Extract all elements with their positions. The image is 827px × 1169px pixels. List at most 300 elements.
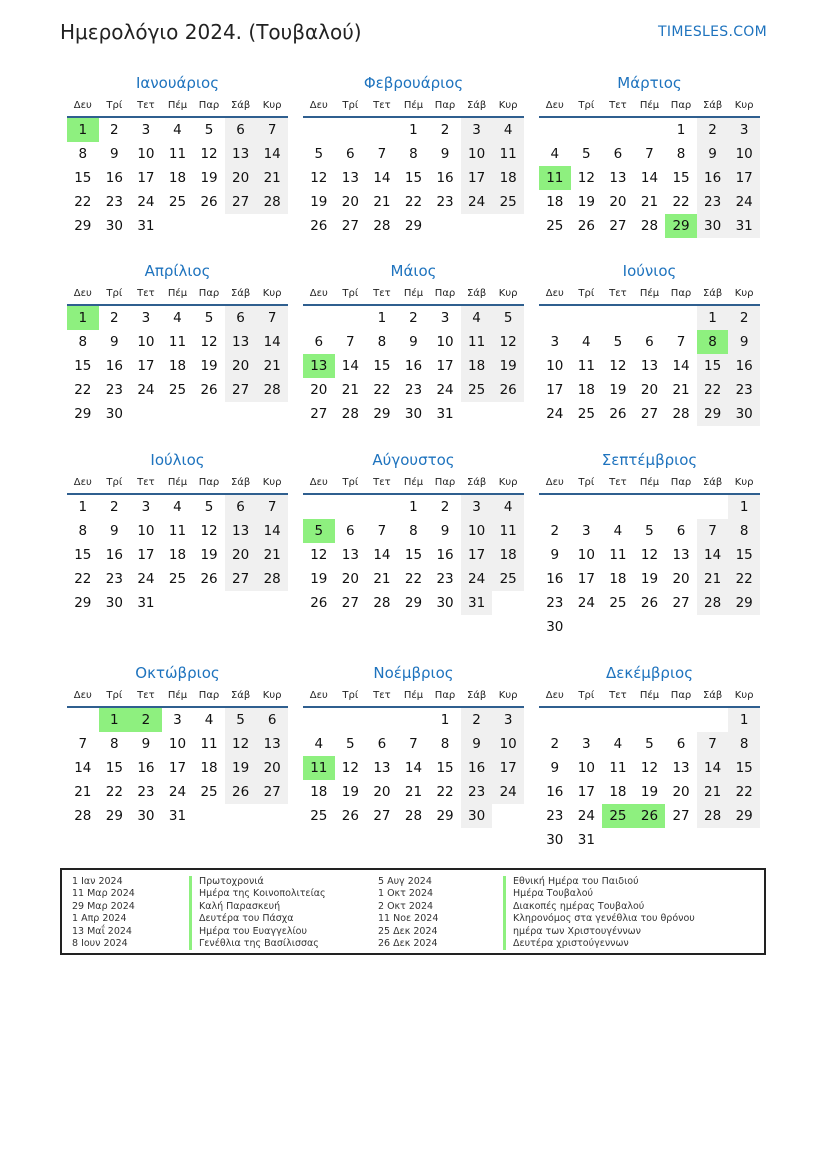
legend-dates-col-1	[72, 876, 135, 950]
day-cell: 14	[697, 756, 729, 780]
day-cell: 11	[609, 547, 627, 563]
day-cell: 16	[697, 166, 729, 190]
day-grid	[539, 708, 760, 852]
day-cell: 15	[74, 170, 92, 186]
day-cell: 20	[225, 166, 257, 190]
day-grid	[67, 495, 288, 615]
day-cell: 19	[341, 784, 359, 800]
day-cell: 22	[728, 567, 760, 591]
day-cell: 12	[310, 547, 328, 563]
day-cell: 12	[341, 760, 359, 776]
weekday-label: Τρί	[342, 100, 359, 111]
weekday-header	[67, 284, 288, 306]
weekday-label: Παρ	[670, 690, 692, 701]
weekday-header	[539, 473, 760, 495]
legend-holiday-name: Δευτέρα χριστούγεννων	[503, 938, 695, 950]
day-cell: 6	[613, 146, 623, 162]
day-cell: 18	[461, 354, 493, 378]
day-cell: 17	[546, 382, 564, 398]
day-cell: 7	[645, 146, 654, 162]
day-cell: 28	[640, 218, 659, 234]
holiday-legend	[60, 868, 766, 955]
holiday-day-cell: 13	[303, 354, 335, 378]
legend-date: 11 Νοε 2024	[378, 913, 439, 925]
weekday-header	[539, 96, 760, 118]
day-cell: 15	[728, 543, 760, 567]
day-cell: 28	[373, 218, 391, 234]
weekday-label: Δευ	[73, 477, 92, 488]
day-cell: 2	[110, 122, 119, 138]
day-cell: 14	[373, 547, 391, 563]
day-cell: 8	[728, 732, 760, 756]
day-cell: 18	[492, 543, 524, 567]
month-11	[303, 660, 524, 828]
legend-date: 29 Μαρ 2024	[72, 900, 135, 912]
day-cell: 11	[461, 330, 493, 354]
weekday-label: Πέμ	[639, 690, 660, 701]
day-cell: 26	[200, 571, 218, 587]
weekday-label: Σάβ	[466, 477, 487, 488]
weekday-label: Δευ	[309, 288, 328, 299]
legend-date: 8 Ιουν 2024	[72, 937, 128, 949]
empty-cell	[539, 495, 571, 519]
day-cell: 2	[550, 523, 560, 539]
weekday-label: Σάβ	[230, 288, 251, 299]
legend-date: 1 Οκτ 2024	[378, 888, 434, 900]
weekday-label: Πέμ	[639, 477, 660, 488]
day-cell: 30	[105, 406, 123, 422]
day-cell: 1	[728, 708, 760, 732]
empty-cell	[366, 495, 398, 519]
weekday-label: Πέμ	[167, 100, 188, 111]
day-cell: 10	[168, 736, 187, 752]
day-cell: 23	[105, 571, 123, 587]
day-cell: 24	[137, 194, 155, 210]
empty-cell	[665, 708, 697, 732]
weekday-label: Δευ	[73, 288, 92, 299]
empty-cell	[571, 306, 603, 330]
weekday-label: Κυρ	[262, 288, 282, 299]
weekday-label: Κυρ	[498, 477, 518, 488]
day-cell: 21	[697, 780, 729, 804]
day-cell: 29	[74, 218, 92, 234]
day-cell: 18	[609, 784, 627, 800]
day-cell: 18	[310, 784, 328, 800]
day-cell: 25	[609, 595, 627, 611]
day-cell: 4	[613, 736, 623, 752]
day-cell: 16	[436, 547, 454, 563]
day-cell: 18	[168, 170, 187, 186]
day-cell: 21	[256, 543, 288, 567]
weekday-label: Τρί	[342, 288, 359, 299]
day-cell: 13	[225, 142, 257, 166]
empty-cell	[303, 708, 335, 732]
day-cell: 19	[310, 571, 328, 587]
day-cell: 13	[256, 732, 288, 756]
weekday-label: Κυρ	[734, 477, 754, 488]
weekday-label: Τετ	[609, 690, 627, 701]
day-cell: 12	[492, 330, 524, 354]
day-cell: 23	[137, 784, 155, 800]
day-cell: 4	[204, 712, 214, 728]
day-cell: 16	[105, 547, 123, 563]
day-cell: 17	[436, 358, 454, 374]
day-cell: 12	[225, 732, 257, 756]
day-cell: 31	[168, 808, 187, 824]
empty-cell	[697, 708, 729, 732]
day-cell: 23	[546, 595, 564, 611]
day-cell: 6	[645, 334, 654, 350]
holiday-day-cell: 29	[665, 214, 697, 238]
day-cell: 5	[346, 736, 355, 752]
day-cell: 22	[74, 571, 92, 587]
month-name: Αύγουστος	[372, 451, 455, 469]
day-cell: 6	[225, 306, 257, 330]
day-cell: 25	[461, 378, 493, 402]
weekday-header	[539, 686, 760, 708]
weekday-label: Δευ	[309, 477, 328, 488]
legend-dates-col-2	[378, 876, 438, 950]
weekday-label: Τρί	[578, 690, 595, 701]
month-name: Ιούνιος	[622, 262, 677, 280]
day-cell: 4	[314, 736, 324, 752]
day-cell: 27	[373, 808, 391, 824]
day-cell: 3	[141, 499, 151, 515]
empty-cell	[539, 708, 571, 732]
month-10	[67, 660, 288, 828]
day-cell: 28	[697, 804, 729, 828]
day-cell: 25	[168, 382, 187, 398]
day-cell: 31	[137, 595, 155, 611]
day-cell: 10	[137, 523, 155, 539]
day-cell: 20	[341, 194, 359, 210]
day-cell: 18	[168, 547, 187, 563]
weekday-label: Σάβ	[466, 288, 487, 299]
weekday-label: Σάβ	[466, 690, 487, 701]
day-cell: 25	[492, 190, 524, 214]
day-cell: 31	[577, 832, 595, 848]
month-8	[303, 447, 524, 615]
day-cell: 29	[74, 595, 92, 611]
day-cell: 20	[672, 784, 690, 800]
day-cell: 12	[609, 358, 627, 374]
weekday-label: Σάβ	[466, 100, 487, 111]
weekday-label: Τετ	[609, 288, 627, 299]
weekday-label: Σάβ	[702, 100, 723, 111]
day-cell: 1	[409, 122, 418, 138]
day-cell: 5	[204, 499, 214, 515]
day-cell: 30	[461, 804, 493, 828]
weekday-label: Τετ	[609, 477, 627, 488]
day-cell: 7	[256, 118, 288, 142]
weekday-label: Σάβ	[702, 690, 723, 701]
day-cell: 7	[256, 306, 288, 330]
day-cell: 29	[404, 218, 423, 234]
legend-date: 1 Απρ 2024	[72, 913, 127, 925]
day-cell: 5	[314, 146, 324, 162]
day-cell: 16	[105, 170, 123, 186]
weekday-label: Πέμ	[403, 288, 424, 299]
month-name: Απρίλιος	[144, 262, 211, 280]
legend-names-col-2	[503, 876, 695, 950]
weekday-label: Κυρ	[262, 477, 282, 488]
day-cell: 2	[440, 499, 450, 515]
day-cell: 8	[78, 334, 88, 350]
day-cell: 1	[377, 310, 387, 326]
legend-date: 1 Ιαν 2024	[72, 876, 123, 887]
holiday-day-cell: 1	[67, 306, 99, 330]
legend-holiday-name: Διακοπές ημέρας Τουβαλού	[503, 901, 695, 913]
day-grid	[539, 495, 760, 639]
day-cell: 29	[404, 595, 423, 611]
day-cell: 24	[168, 784, 187, 800]
day-cell: 16	[546, 571, 564, 587]
weekday-label: Τρί	[342, 690, 359, 701]
day-cell: 9	[110, 334, 119, 350]
day-cell: 14	[404, 760, 423, 776]
day-cell: 29	[728, 591, 760, 615]
month-9	[539, 447, 760, 639]
day-cell: 23	[436, 194, 454, 210]
legend-holiday-name: ημέρα των Χριστουγέννων	[503, 926, 695, 938]
day-cell: 3	[461, 118, 493, 142]
empty-cell	[67, 708, 99, 732]
weekday-label: Πέμ	[403, 690, 424, 701]
empty-cell	[634, 306, 666, 330]
legend-date: 25 Δεκ 2024	[378, 925, 438, 937]
day-cell: 12	[200, 146, 218, 162]
day-cell: 7	[346, 334, 355, 350]
day-cell: 18	[609, 571, 627, 587]
holiday-day-cell: 2	[130, 708, 162, 732]
month-12	[539, 660, 760, 852]
day-cell: 27	[609, 218, 627, 234]
weekday-label: Τετ	[609, 100, 627, 111]
day-cell: 27	[225, 378, 257, 402]
day-cell: 16	[728, 354, 760, 378]
day-cell: 1	[728, 495, 760, 519]
day-cell: 30	[546, 832, 564, 848]
day-cell: 12	[310, 170, 328, 186]
day-cell: 3	[492, 708, 524, 732]
day-cell: 9	[110, 146, 119, 162]
holiday-day-cell: 8	[697, 330, 729, 354]
day-cell: 30	[105, 595, 123, 611]
day-cell: 31	[461, 591, 493, 615]
day-cell: 21	[373, 194, 391, 210]
day-cell: 23	[105, 194, 123, 210]
day-cell: 2	[110, 499, 119, 515]
day-cell: 23	[546, 808, 564, 824]
weekday-label: Παρ	[198, 288, 220, 299]
day-cell: 20	[225, 354, 257, 378]
day-cell: 30	[728, 402, 760, 426]
day-cell: 10	[436, 334, 454, 350]
day-cell: 27	[225, 190, 257, 214]
day-cell: 3	[173, 712, 182, 728]
day-cell: 9	[550, 760, 560, 776]
month-name: Ιανουάριος	[135, 74, 219, 92]
day-cell: 28	[256, 378, 288, 402]
day-cell: 2	[697, 118, 729, 142]
day-cell: 9	[697, 142, 729, 166]
day-cell: 14	[256, 519, 288, 543]
legend-holiday-name: Πρωτοχρονιά	[189, 876, 326, 888]
site-link[interactable]: TIMESLES.COM	[658, 24, 767, 40]
day-cell: 8	[676, 146, 686, 162]
day-cell: 18	[577, 382, 595, 398]
day-cell: 1	[78, 499, 88, 515]
day-cell: 9	[461, 732, 493, 756]
day-cell: 17	[137, 547, 155, 563]
weekday-label: Πέμ	[403, 100, 424, 111]
day-cell: 11	[168, 334, 187, 350]
day-cell: 22	[404, 194, 423, 210]
empty-cell	[398, 708, 430, 732]
day-cell: 9	[409, 334, 418, 350]
day-cell: 18	[546, 194, 564, 210]
day-cell: 15	[74, 358, 92, 374]
day-cell: 8	[409, 523, 418, 539]
weekday-header	[303, 96, 524, 118]
day-cell: 5	[225, 708, 257, 732]
day-cell: 7	[697, 519, 729, 543]
day-cell: 24	[436, 382, 454, 398]
day-cell: 14	[640, 170, 659, 186]
day-cell: 14	[697, 543, 729, 567]
weekday-label: Κυρ	[498, 690, 518, 701]
day-cell: 19	[640, 784, 659, 800]
legend-names-col-1	[189, 876, 326, 950]
day-cell: 22	[74, 382, 92, 398]
day-cell: 8	[110, 736, 119, 752]
day-cell: 20	[256, 756, 288, 780]
day-cell: 15	[373, 358, 391, 374]
weekday-label: Πέμ	[639, 100, 660, 111]
day-cell: 8	[409, 146, 418, 162]
day-cell: 26	[577, 218, 595, 234]
day-cell: 10	[728, 142, 760, 166]
day-cell: 17	[137, 170, 155, 186]
day-cell: 5	[613, 334, 623, 350]
day-cell: 10	[546, 358, 564, 374]
weekday-label: Δευ	[73, 690, 92, 701]
day-cell: 26	[310, 595, 328, 611]
day-cell: 28	[256, 190, 288, 214]
weekday-header	[67, 686, 288, 708]
day-cell: 19	[492, 354, 524, 378]
day-cell: 29	[697, 402, 729, 426]
day-cell: 4	[173, 310, 182, 326]
weekday-label: Πέμ	[167, 690, 188, 701]
day-cell: 8	[440, 736, 450, 752]
day-cell: 7	[377, 146, 387, 162]
day-cell: 26	[200, 382, 218, 398]
empty-cell	[366, 118, 398, 142]
day-cell: 2	[409, 310, 418, 326]
weekday-header	[67, 96, 288, 118]
day-cell: 4	[173, 499, 182, 515]
empty-cell	[335, 708, 367, 732]
day-grid	[303, 708, 524, 828]
day-cell: 10	[137, 334, 155, 350]
day-cell: 15	[436, 760, 454, 776]
weekday-label: Τρί	[106, 477, 123, 488]
day-cell: 20	[341, 571, 359, 587]
day-cell: 29	[728, 804, 760, 828]
legend-holiday-name: Ημέρα της Κοινοπολιτείας	[189, 888, 326, 900]
month-name: Ιούλιος	[150, 451, 205, 469]
day-grid	[67, 118, 288, 238]
day-cell: 13	[225, 330, 257, 354]
weekday-label: Παρ	[434, 100, 456, 111]
day-cell: 5	[204, 310, 214, 326]
day-cell: 30	[404, 406, 423, 422]
weekday-label: Τετ	[373, 477, 391, 488]
day-cell: 13	[341, 547, 359, 563]
empty-cell	[366, 708, 398, 732]
day-cell: 23	[105, 382, 123, 398]
day-cell: 3	[728, 118, 760, 142]
day-cell: 14	[256, 330, 288, 354]
day-cell: 4	[582, 334, 591, 350]
weekday-label: Σάβ	[230, 690, 251, 701]
day-cell: 22	[436, 784, 454, 800]
day-cell: 21	[404, 784, 423, 800]
day-cell: 2	[440, 122, 450, 138]
legend-date: 11 Μαρ 2024	[72, 888, 135, 900]
day-cell: 14	[672, 358, 690, 374]
weekday-label: Δευ	[309, 100, 328, 111]
day-cell: 17	[577, 784, 595, 800]
month-7	[67, 447, 288, 615]
day-cell: 26	[341, 808, 359, 824]
day-cell: 15	[404, 547, 423, 563]
day-cell: 14	[256, 142, 288, 166]
weekday-label: Τρί	[106, 690, 123, 701]
day-cell: 15	[728, 756, 760, 780]
day-cell: 19	[200, 547, 218, 563]
day-cell: 5	[204, 122, 214, 138]
day-cell: 21	[640, 194, 659, 210]
day-cell: 30	[546, 619, 564, 635]
empty-cell	[634, 495, 666, 519]
day-cell: 26	[200, 194, 218, 210]
day-cell: 27	[672, 808, 690, 824]
weekday-label: Παρ	[670, 288, 692, 299]
day-cell: 13	[672, 760, 690, 776]
legend-holiday-name: Καλή Παρασκευή	[189, 901, 326, 913]
day-cell: 24	[137, 571, 155, 587]
weekday-label: Κυρ	[498, 100, 518, 111]
day-cell: 4	[461, 306, 493, 330]
day-cell: 12	[640, 760, 659, 776]
day-cell: 23	[697, 190, 729, 214]
day-cell: 7	[697, 732, 729, 756]
empty-cell	[335, 118, 367, 142]
day-cell: 25	[577, 406, 595, 422]
weekday-header	[303, 473, 524, 495]
day-cell: 5	[645, 523, 654, 539]
day-cell: 25	[310, 808, 328, 824]
day-cell: 14	[341, 358, 359, 374]
day-cell: 27	[672, 595, 690, 611]
day-cell: 1	[697, 306, 729, 330]
day-cell: 4	[492, 495, 524, 519]
month-4	[67, 258, 288, 426]
legend-holiday-name: Ημέρα Τουβαλού	[503, 888, 695, 900]
month-name: Μάρτιος	[617, 74, 682, 92]
